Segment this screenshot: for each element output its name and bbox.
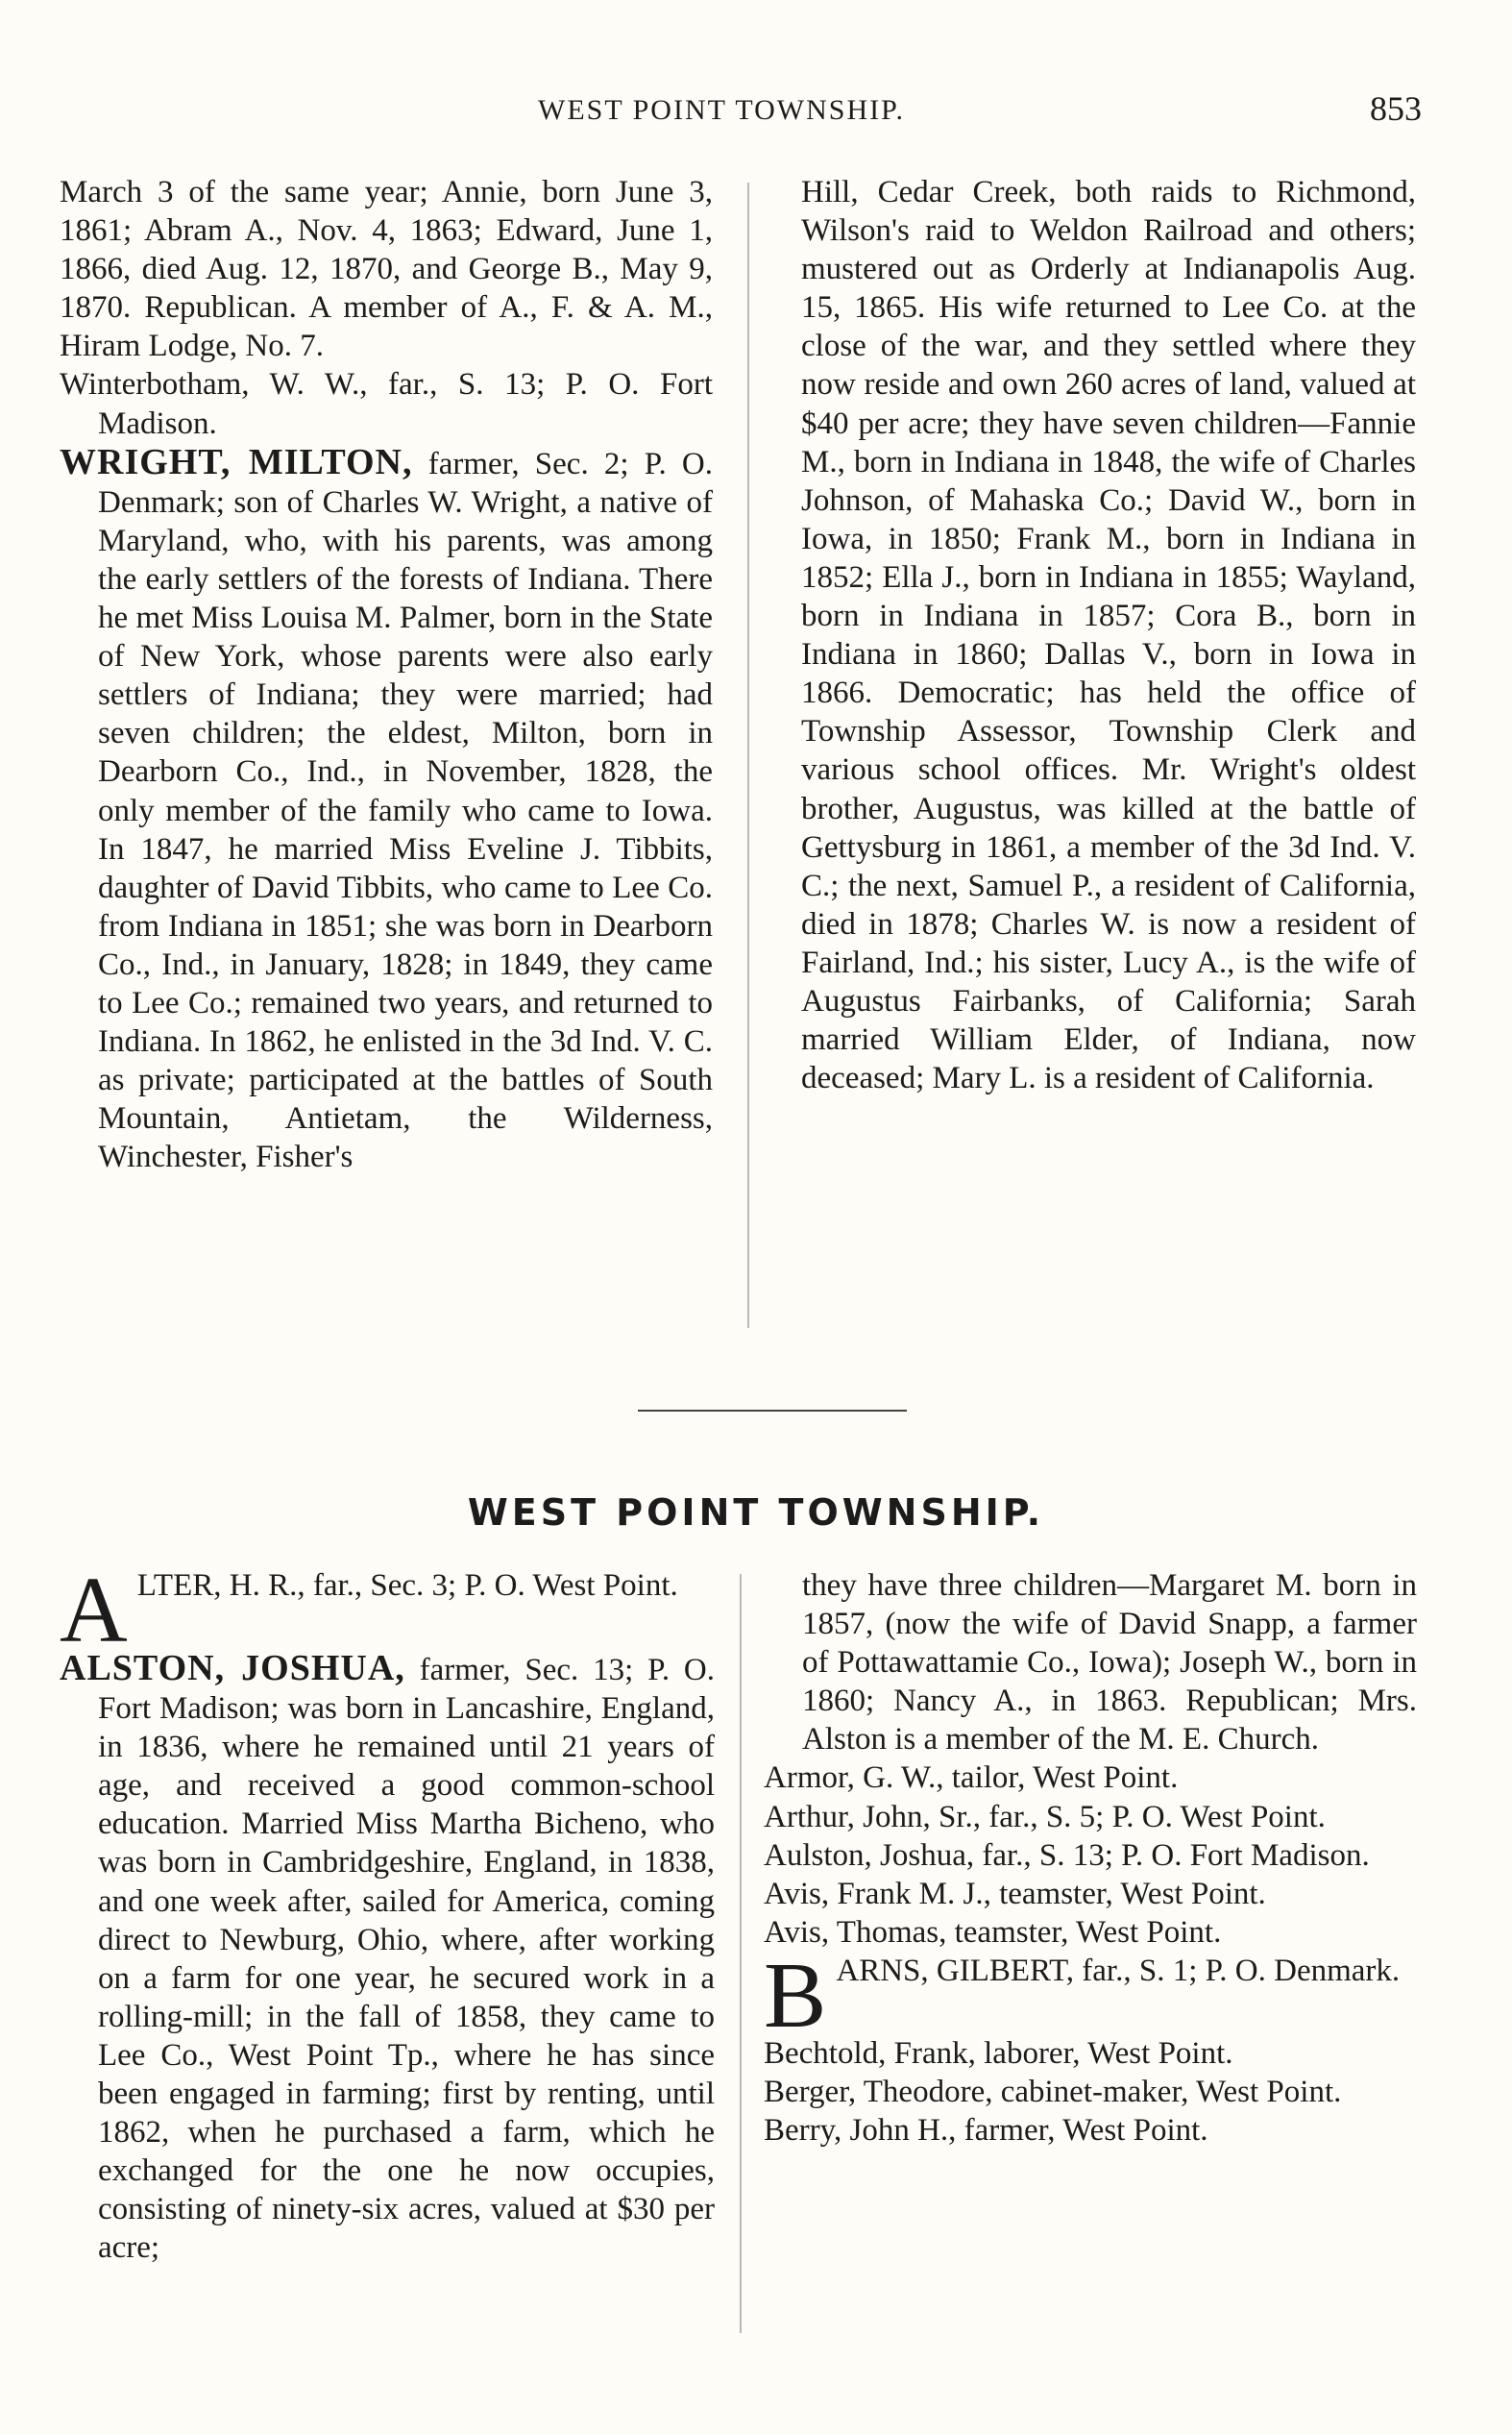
continued-text: they have three children—Margaret M. born in 1857, (now the wife of David Snapp, a farmer of Pottawattamie Co., Iowa); Joseph W., born in 1860; Nancy A., in 1863. Republican; Mrs. Alston is a member of the M. E. Church. xyxy=(802,1568,1417,1758)
drop-cap: A xyxy=(60,1559,128,1662)
directory-entry: Arthur, John, Sr., far., S. 5; P. O. West Point. xyxy=(764,1799,1326,1834)
directory-entry: Avis, Frank M. J., teamster, West Point. xyxy=(764,1876,1266,1911)
running-title: WEST POINT TOWNSHIP. xyxy=(538,94,905,126)
directory-entry: Bechtold, Frank, laborer, West Point. xyxy=(764,2035,1233,2071)
entry-text: farmer, Sec. 13; P. O. Fort Madison; was born in Lancashire, England, in 1836, where he remained until 21 years of age, and received a good common-school education. Married Miss Martha Bicheno, who was born in Cambridgeshire, England, in 1838, and one week after, sailed for America, coming direct to Newburg, Ohio, where, after working on a farm for one year, he secured work in a rolling-mill; in the fall of 1858, they came to Lee Co., West Point Tp., where he has since been engaged in farming; first by renting, until 1862, when he purchased a farm, which he exchanged for the one he now occupies, consisting of ninety-six acres, valued at $30 per acre; xyxy=(98,1653,715,2266)
entry-name: ALSTON, JOSHUA, xyxy=(60,1648,405,1688)
page-header xyxy=(538,89,1422,136)
section-heading: WEST POINT TOWNSHIP. xyxy=(467,1491,1045,1534)
entry-text: ARNS, GILBERT, far., S. 1; P. O. Denmark. xyxy=(836,1953,1401,1988)
column-bottom-left xyxy=(60,1559,715,2268)
entry-alston-joshua xyxy=(60,1649,715,2268)
continued-text: Hill, Cedar Creek, both raids to Richmond, Wilson's raid to Weldon Railroad and others; mustered out as Orderly at Indianapolis Aug. 15, 1865. His wife returned to Lee Co. at the close of the war, and they settled where they now reside and own 260 acres of land, valued at $40 per acre; they have seven children—Fannie M., born in Indiana in 1848, the wife of Charles Johnson, of Mahaska Co.; David W., born in Iowa, in 1850; Frank M., born in Indiana in 1852; Ella J., born in Indiana in 1855; Wayland, born in Indiana in 1857; Cora B., born in Indiana in 1860; Dallas V., born in Iowa in 1866. Democratic; has held the office of Township Assessor, Township Clerk and various school offices. Mr. Wright's oldest brother, Augustus, was killed at the battle of Gettysburg in 1861, a member of the 3d Ind. V. C.; the next, Samuel P., a resident of California, died in 1878; Charles W. is now a resident of Fairland, Ind.; his sister, Lucy A., is the wife of Augustus Fairbanks, of California; Sarah married William Elder, of Indiana, now deceased; Mary L. is a resident of California. xyxy=(801,175,1416,1096)
directory-entry: Berger, Theodore, cabinet-maker, West Point. xyxy=(764,2075,1342,2110)
entry-name: WRIGHT, MILTON, xyxy=(60,441,413,482)
continued-text: March 3 of the same year; Annie, born June 3, 1861; Abram A., Nov. 4, 1863; Edward, June 1, 1866, died Aug. 12, 1870, and George B., May 9, 1870. Republican. A member of A., F. & A. M., Hiram Lodge, No. 7. xyxy=(60,175,713,364)
entry-alter xyxy=(60,1559,715,1662)
entry-text: farmer, Sec. 2; P. O. Denmark; son of Charles W. Wright, a native of Maryland, who, with his parents, was among the early settlers of the forests of Indiana. There he met Miss Louisa M. Palmer, born in the State of New York, whose parents were also early settlers of Indiana; they were married; had seven children; the eldest, Milton, born in Dearborn Co., Ind., in November, 1828, the only member of the family who came to Iowa. In 1847, he married Miss Eveline J. Tibbits, daughter of David Tibbits, who came to Lee Co. from Indiana in 1851; she was born in Dearborn Co., Ind., in January, 1828; in 1849, they came to Lee Co.; remained two years, and returned to Indiana. In 1862, he enlisted in the 3d Ind. V. C. as private; participated at the battles of South Mountain, Antietam, the Wilderness, Winchester, Fisher's xyxy=(98,446,714,1175)
column-top-left xyxy=(60,173,713,1176)
column-bottom-right xyxy=(764,1566,1417,2150)
directory-entry: Aulston, Joshua, far., S. 13; P. O. Fort Madison. xyxy=(764,1837,1370,1873)
entry-wright-milton xyxy=(60,443,713,1177)
page-number: 853 xyxy=(1370,89,1422,128)
drop-cap: B xyxy=(764,1943,827,2048)
entry-barns xyxy=(764,1943,1417,2048)
column-rule-top xyxy=(747,183,749,1328)
entry-text: LTER, H. R., far., Sec. 3; P. O. West Point. xyxy=(136,1568,678,1603)
entry-winterbotham: Winterbotham, W. W., far., S. 13; P. O. Fort Madison. xyxy=(60,367,713,441)
column-rule-bottom xyxy=(740,1574,742,2333)
section-divider xyxy=(638,1410,907,1412)
directory-entry: Berry, John H., farmer, West Point. xyxy=(764,2113,1208,2149)
directory-entry: Armor, G. W., tailor, West Point. xyxy=(764,1760,1179,1796)
directory-entry: Avis, Thomas, teamster, West Point. xyxy=(764,1914,1222,1950)
column-top-right xyxy=(801,173,1416,1097)
